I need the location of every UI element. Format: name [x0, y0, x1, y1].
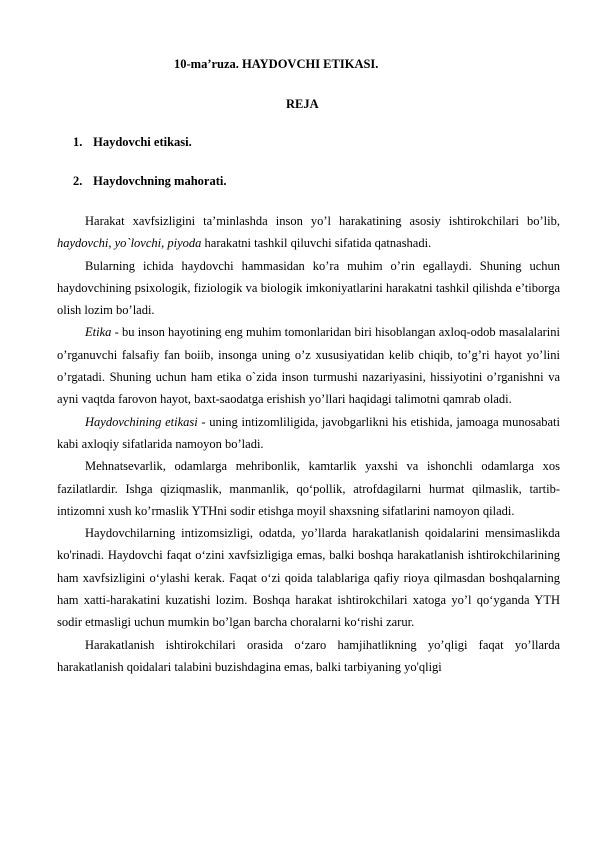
- plan-item: [73, 135, 192, 150]
- paragraph: [57, 522, 560, 633]
- paragraph-text: - bu inson hayotining eng muhim tomonlaridan biri hisoblangan axloq-odob masalalarini o’rganuvchi falsafiy fan boiib, insonga uning o’z xususiyatidan kelib chiqib, to’g’ri hayot yo’lini o’rgatadi. Shuning uchun ham etika o`zida inson turmushi nazariyasini, hissiyotini o’rganishni va ayni vaqtda farovon hayot, baxt-saodatga erishish yo’llari haqidagi talimotni qamrab oladi.: [57, 325, 560, 407]
- paragraph: [57, 455, 560, 522]
- paragraph: [57, 321, 560, 410]
- paragraph-italic-text: Haydovchining etikasi: [85, 414, 198, 429]
- paragraph: [57, 255, 560, 322]
- plan-item-text: Haydovchning mahorati.: [93, 174, 227, 188]
- paragraph-italic-text: haydovchi, yo`lovchi, piyoda: [57, 236, 202, 251]
- paragraph-italic-text: Etika: [85, 325, 112, 340]
- plan-heading: REJA: [286, 97, 319, 111]
- plan-item-number: 2.: [73, 174, 83, 188]
- paragraph-text: Bularning ichida haydovchi hammasidan ko’ra muhim o’rin egallaydi. Shuning uchun haydovchining psixologik, fiziologik va biologik imkoniyatlarini harakatni tashkil qilishda e’tiborga olish lozim bo’ladi.: [57, 258, 560, 318]
- paragraph: [57, 411, 560, 456]
- plan-item-text: Haydovchi etikasi.: [93, 135, 192, 149]
- body-text: [57, 210, 560, 678]
- paragraph-text: Harakatlanish ishtirokchilari orasida o‘zaro hamjihatlikning yo’qligi faqat yo’llarda harakatlanish qoidalari talabini buzishdagina emas, balki tarbiyaning yo'qligi: [57, 637, 560, 674]
- paragraph-text: Harakat xavfsizligini ta’minlashda inson yo’l harakatining asosiy ishtirokchilari bo’lib,: [85, 214, 560, 228]
- plan-item-number: 1.: [73, 135, 83, 149]
- paragraph-text: harakatni tashkil qiluvchi sifatida qatnashadi.: [201, 236, 432, 251]
- plan-item: [73, 174, 226, 189]
- paragraph-text: - uning intizomliligida, javobgarlikni his etishida, jamoaga munosabati kabi axloqiy sifatlarida namoyon bo’ladi.: [57, 414, 561, 451]
- paragraph: [57, 634, 560, 679]
- paragraph-text: Mehnatsevarlik, odamlarga mehribonlik, kamtarlik yaxshi va ishonchli odamlarga xos fazilatlardir. Ishga qiziqmaslik, manmanlik, qo‘pollik, atrofdagilarni hurmat qilmaslik, tartib-intizomni xush ko’rmaslik YTHni sodir etishga moyil shaxsning sifatlarini namoyon qiladi.: [57, 459, 560, 518]
- page-title: 10-ma’ruza. HAYDOVCHI ETIKASI.: [174, 57, 379, 71]
- paragraph: [57, 210, 560, 255]
- paragraph-text: Haydovchilarning intizomsizligi, odatda, yo’llarda harakatlanish qoidalarini mensimaslikda ko'rinadi. Haydovchi faqat o‘zini xavfsizligiga emas, balki boshqa harakatlanish ishtirokchilarining ham xavfsizligini o‘ylashi kerak. Faqat o‘zi qoida talablariga qafiy rioya qilmasdan boshqalarning ham xatti-harakatini kuzatishi lozim. Boshqa harakat ishtirokchilari xatoga yo’l qo‘yganda YTH sodir etmasligi uchun mumkin bo’lgan barcha choralarni ko‘rishi zarur.: [57, 526, 560, 630]
